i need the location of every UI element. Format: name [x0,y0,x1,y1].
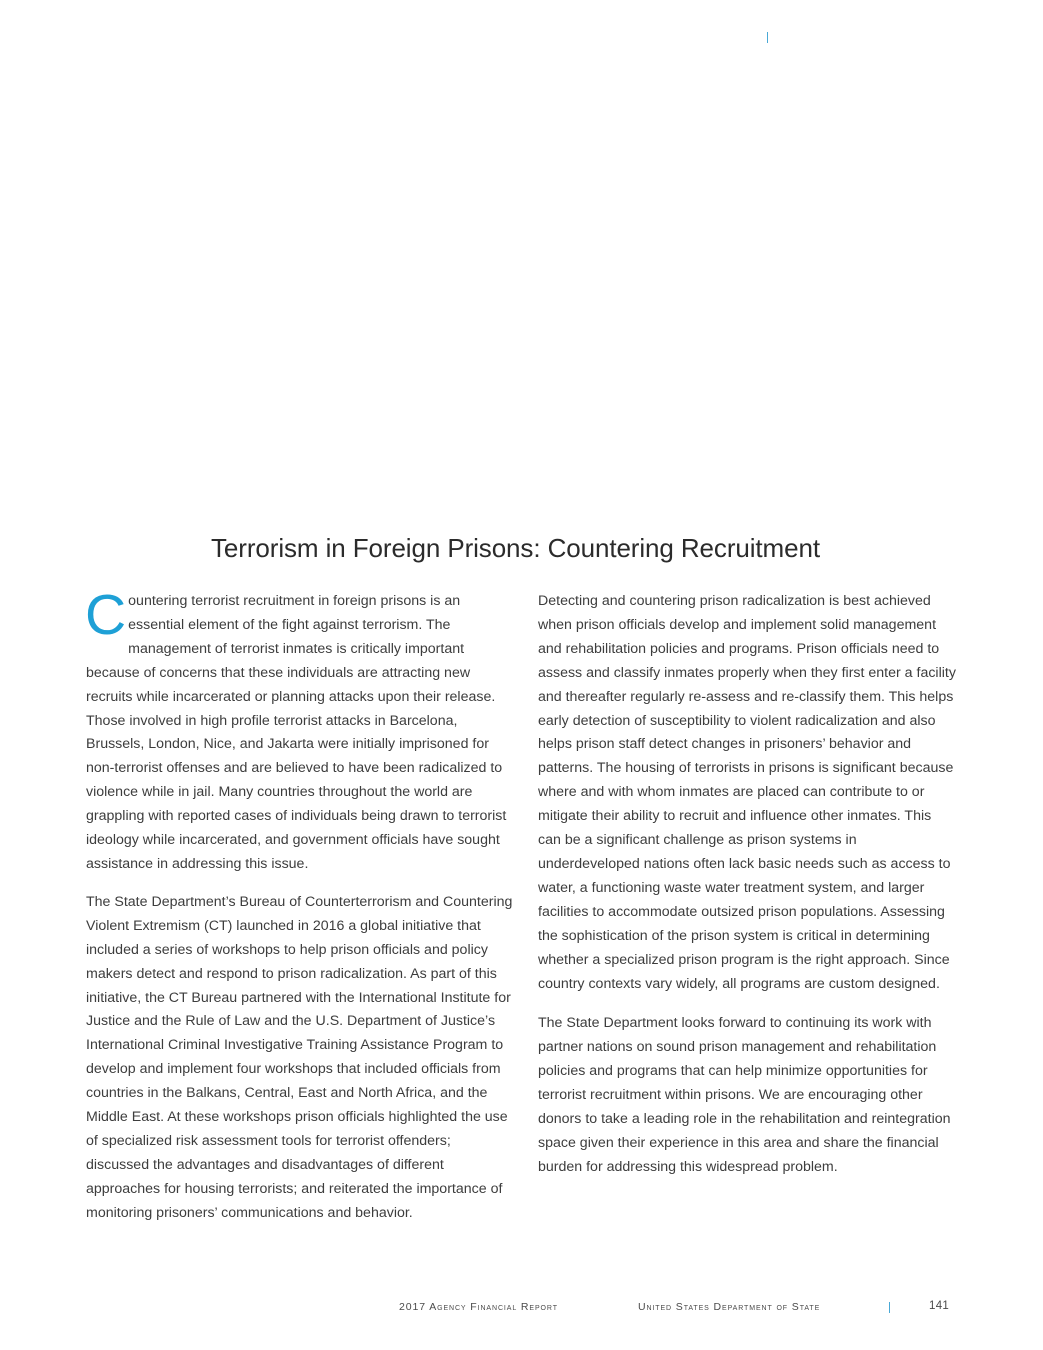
drop-cap: C [85,583,127,647]
header-divider [767,32,768,43]
article-title: Terrorism in Foreign Prisons: Countering Recruitment [211,533,820,563]
right-paragraph-1: Detecting and countering prison radicalization is best achieved when prison officials develop and implement solid management and rehabilitation policies and programs. Prison officials need to assess and classify inmates properly when they first enter a facility and thereafter regularly re-assess and re-classify them. This helps early detection of susceptibility to violent radicalization and also helps prison staff detect changes in prisoners’ behavior and patterns. The housing of terrorists in prisons is significant because where and with whom inmates are placed can contribute to or mitigate their ability to recruit and influence other inmates. This can be a significant challenge as prison systems in underdeveloped nations often lack basic needs such as access to water, a functioning waste water treatment system, and larger facilities to accommodate outsized prison populations. Assessing the sophistication of the prison system is critical in determining whether a specialized prison program is the right approach. Since country contexts vary widely, all programs are custom designed. [538,593,956,992]
right-column [538,590,958,1180]
left-paragraph-2: The State Department’s Bureau of Counterterrorism and Countering Violent Extremism (CT) launched in 2016 a global initiative that included a series of workshops to help prison officials and policy makers detect and respond to prison radicalization. As part of this initiative, the CT Bureau partnered with the International Institute for Justice and the Rule of Law and the U.S. Department of Justice’s International Criminal Investigative Training Assistance Program to develop and implement four workshops that included officials from countries in the Balkans, Central, East and North Africa, and the Middle East. At these workshops prison officials highlighted the use of specialized risk assessment tools for terrorist offenders; discussed the advantages and disadvantages of different approaches for housing terrorists; and reiterated the importance of monitoring prisoners’ communications and behavior. [86,893,513,1221]
page-number: 141 [929,1300,950,1312]
right-paragraph-2: The State Department looks forward to continuing its work with partner nations on sound prison management and rehabilitation policies and programs that can help minimize opportunities for terrorist recruitment within prisons. We are encouraging other donors to take a leading role in the rehabilitation and reintegration space given their experience in this area and share the financial burden for addressing this widespread problem. [538,1015,951,1175]
left-paragraph-1 [85,583,514,877]
page-footer [0,1301,1043,1317]
footer-divider [889,1302,890,1313]
left-column [85,583,514,1226]
left-paragraph-1-text: ountering terrorist recruitment in foreign prisons is an essential element of the fight against terrorism. The management of terrorist inmates is critically important because of concerns that these individuals are attracting new recruits while incarcerated or planning attacks upon their release. Those involved in high profile terrorist attacks in Barcelona, Brussels, London, Nice, and Jakarta were initially imprisoned for non-terrorist offenses and are believed to have been radicalized to violence while in jail. Many countries throughout the world are grappling with reported cases of individuals being drawn to terrorist ideology while incarcerated, and government officials have sought assistance in addressing this issue. [86,593,507,872]
footer-department: United States Department of State [638,1301,821,1313]
footer-report-title: 2017 Agency Financial Report [399,1301,558,1313]
